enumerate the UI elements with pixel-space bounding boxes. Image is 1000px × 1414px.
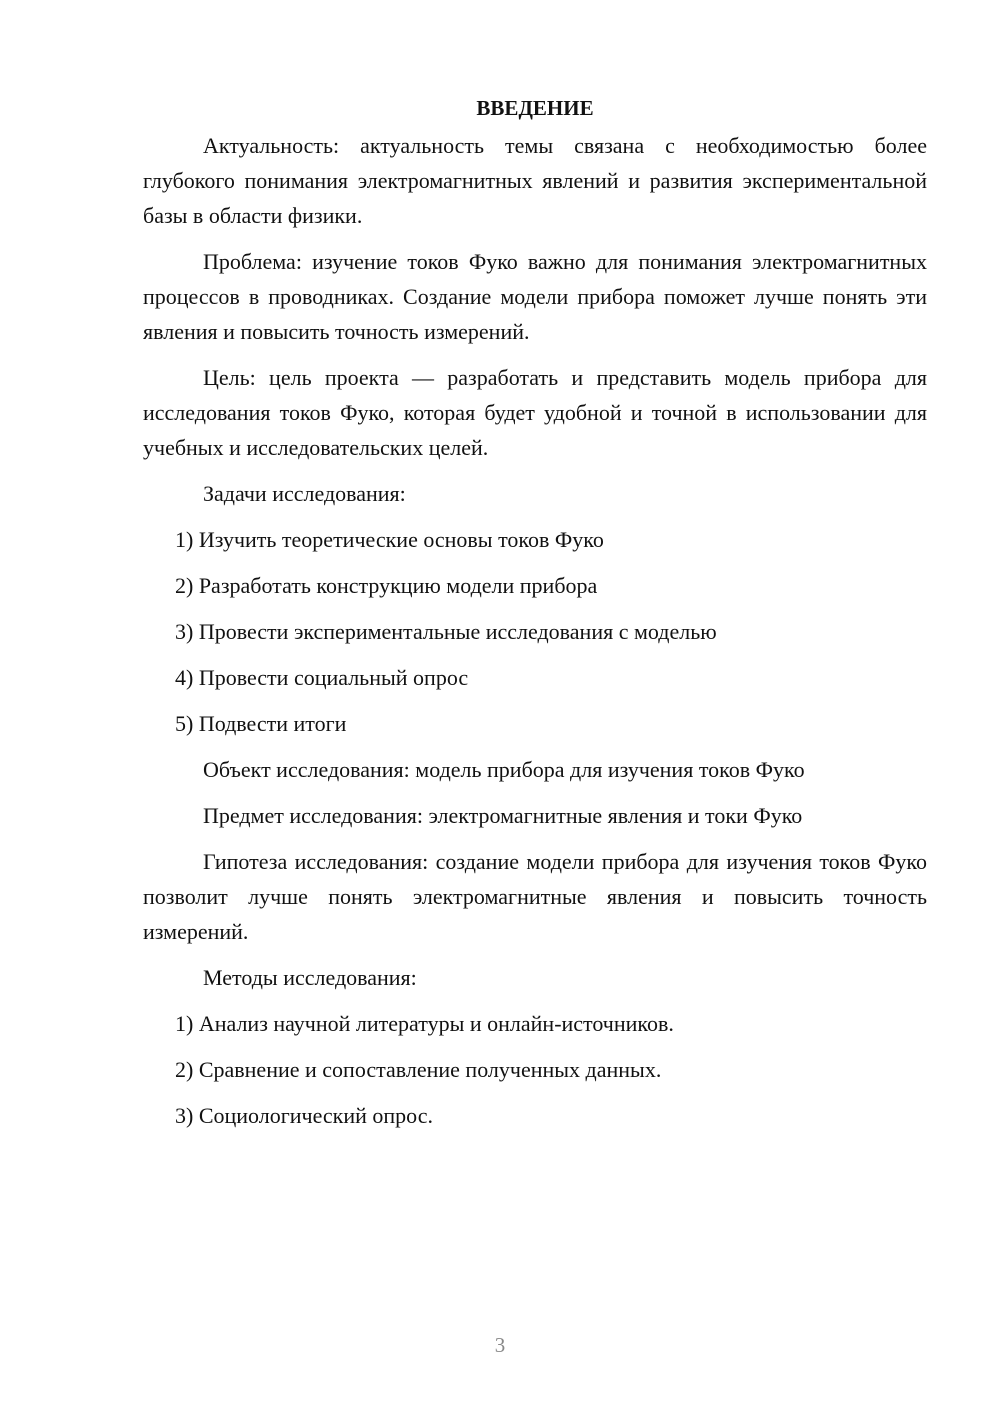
page-title: ВВЕДЕНИЕ xyxy=(476,96,594,120)
problem-paragraph: Проблема: изучение токов Фуко важно для понимания электромагнитных процессов в проводниках. Создание модели прибора поможет лучше понять эти явления и повысить точность измерений. xyxy=(143,249,927,344)
methods-heading: Методы исследования: xyxy=(203,965,417,990)
tasks-heading: Задачи исследования: xyxy=(203,481,406,506)
tasks-list xyxy=(143,522,927,741)
list-item: 3) Социологический опрос. xyxy=(175,1103,433,1128)
list-item: 1) Анализ научной литературы и онлайн-источников. xyxy=(175,1011,674,1036)
list-item: 5) Подвести итоги xyxy=(175,711,347,736)
methods-list xyxy=(143,1006,927,1133)
goal-paragraph: Цель: цель проекта — разработать и представить модель прибора для исследования токов Фуко, которая будет удобной и точной в использовании для учебных и исследовательских целей. xyxy=(143,365,927,460)
page-number: 3 xyxy=(494,1333,506,1357)
hypothesis-paragraph: Гипотеза исследования: создание модели прибора для изучения токов Фуко позволит лучше понять электромагнитные явления и повысить точность измерений. xyxy=(143,849,927,944)
list-item: 2) Разработать конструкцию модели прибора xyxy=(175,573,598,598)
relevance-paragraph: Актуальность: актуальность темы связана с необходимостью более глубокого понимания электромагнитных явлений и развития экспериментальной базы в области физики. xyxy=(143,133,927,228)
list-item: 4) Провести социальный опрос xyxy=(175,665,469,690)
list-item: 1) Изучить теоретические основы токов Фуко xyxy=(175,527,604,552)
document-body xyxy=(143,92,927,1144)
list-item: 3) Провести экспериментальные исследования с моделью xyxy=(175,619,717,644)
subject-line: Предмет исследования: электромагнитные явления и токи Фуко xyxy=(203,803,803,828)
object-line: Объект исследования: модель прибора для изучения токов Фуко xyxy=(203,757,805,782)
list-item: 2) Сравнение и сопоставление полученных данных. xyxy=(175,1057,662,1082)
